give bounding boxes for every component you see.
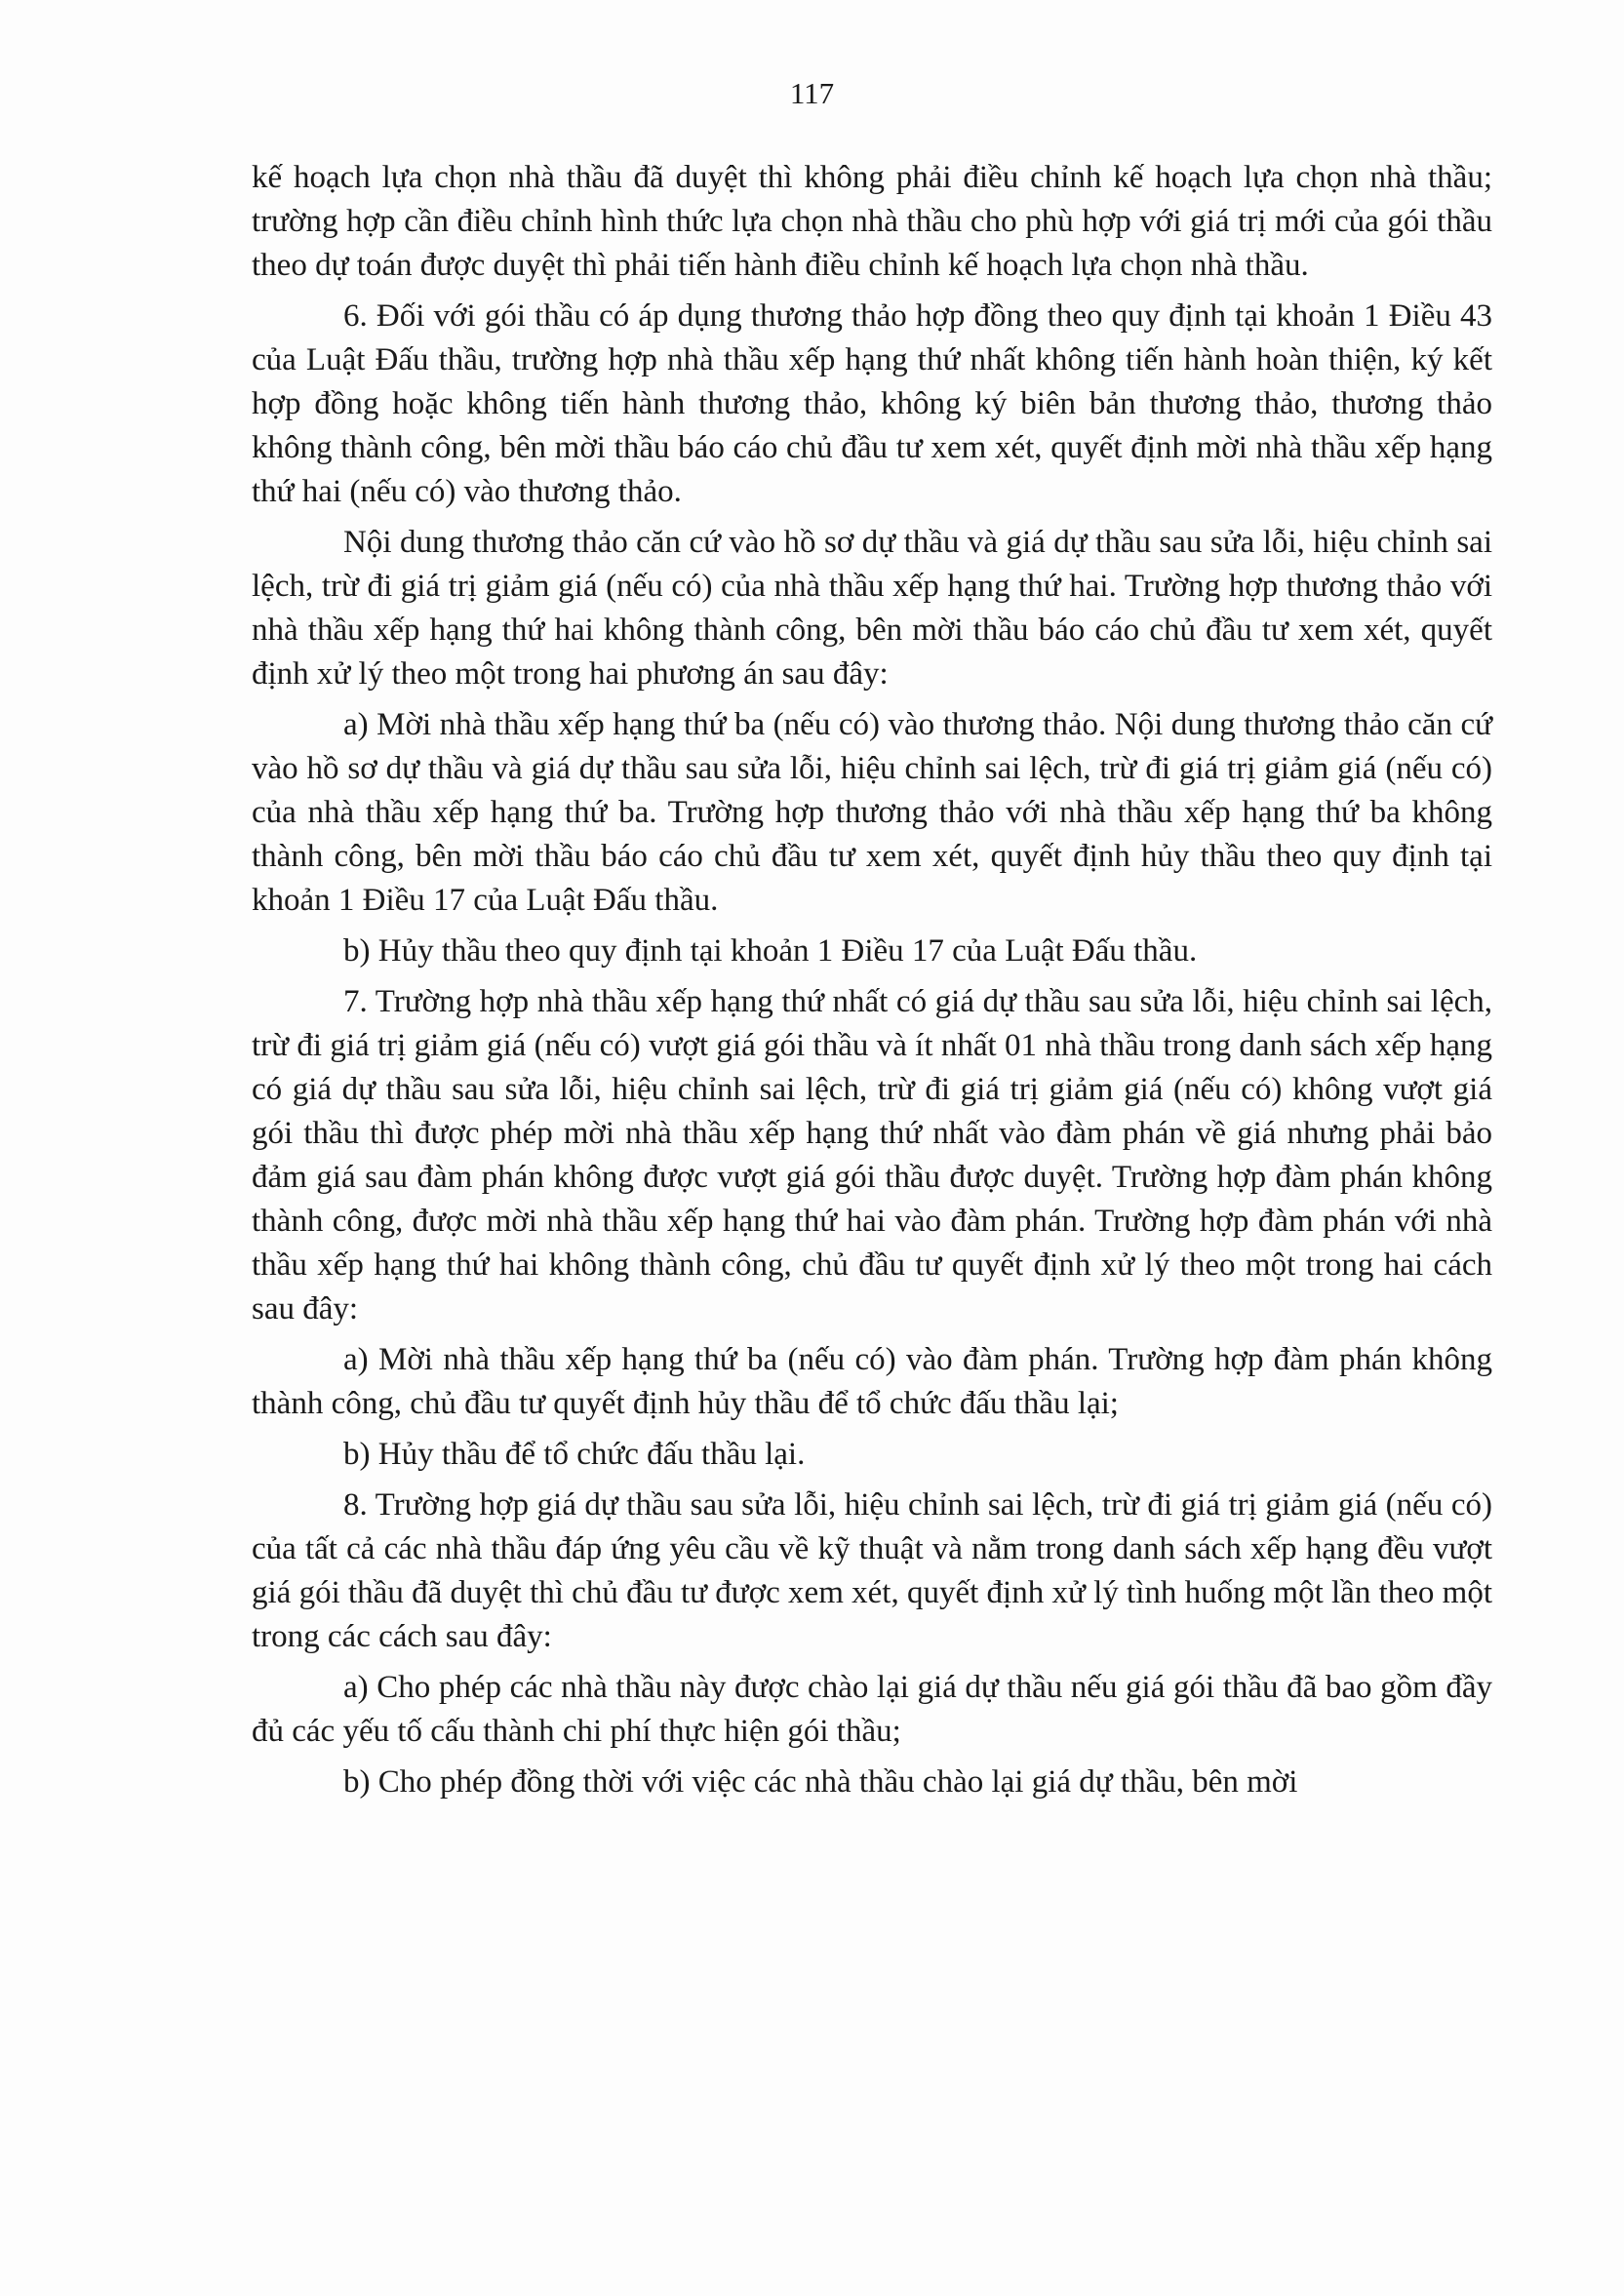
paragraph-clause-7: 7. Trường hợp nhà thầu xếp hạng thứ nhất có giá dự thầu sau sửa lỗi, hiệu chỉnh sai lệch, trừ đi giá trị giảm giá (nếu có) vượt giá gói thầu và ít nhất 01 nhà thầu trong danh sách xếp hạng có giá dự thầu sau sửa lỗi, hiệu chỉnh sai lệch, trừ đi giá trị giảm giá (nếu có) không vượt giá gói thầu thì được phép mời nhà thầu xếp hạng thứ nhất vào đàm phán về giá nhưng phải bảo đảm giá sau đàm phán không được vượt giá gói thầu được duyệt. Trường hợp đàm phán không thành công, được mời nhà thầu xếp hạng thứ hai vào đàm phán. Trường hợp đàm phán với nhà thầu xếp hạng thứ hai không thành công, chủ đầu tư quyết định xử lý theo một trong hai cách sau đây: bbox=[252, 984, 1492, 1326]
paragraph-option-b-cancel: b) Hủy thầu theo quy định tại khoản 1 Điều 17 của Luật Đấu thầu. bbox=[343, 933, 1198, 969]
paragraph-negotiation-content: Nội dung thương thảo căn cứ vào hồ sơ dự thầu và giá dự thầu sau sửa lỗi, hiệu chỉnh sai lệch, trừ đi giá trị giảm giá (nếu có) của nhà thầu xếp hạng thứ hai. Trường hợp thương thảo với nhà thầu xếp hạng thứ hai không thành công, bên mời thầu báo cáo chủ đầu tư xem xét, quyết định xử lý theo một trong hai phương án sau đây: bbox=[252, 525, 1492, 692]
paragraph-clause-7-option-a: a) Mời nhà thầu xếp hạng thứ ba (nếu có) vào đàm phán. Trường hợp đàm phán không thành công, chủ đầu tư quyết định hủy thầu để tổ chức đấu thầu lại; bbox=[252, 1342, 1492, 1421]
paragraph-clause-8-option-a: a) Cho phép các nhà thầu này được chào lại giá dự thầu nếu giá gói thầu đã bao gồm đầy đủ các yếu tố cấu thành chi phí thực hiện gói thầu; bbox=[252, 1670, 1492, 1749]
paragraph-continuation: kế hoạch lựa chọn nhà thầu đã duyệt thì không phải điều chỉnh kế hoạch lựa chọn nhà thầu; trường hợp cần điều chỉnh hình thức lựa chọn nhà thầu cho phù hợp với giá trị mới của gói thầu theo dự toán được duyệt thì phải tiến hành điều chỉnh kế hoạch lựa chọn nhà thầu. bbox=[252, 160, 1492, 283]
paragraph-option-a-third-bidder: a) Mời nhà thầu xếp hạng thứ ba (nếu có) vào thương thảo. Nội dung thương thảo căn cứ vào hồ sơ dự thầu và giá dự thầu sau sửa lỗi, hiệu chỉnh sai lệch, trừ đi giá trị giảm giá (nếu có) của nhà thầu xếp hạng thứ ba. Trường hợp thương thảo với nhà thầu xếp hạng thứ ba không thành công, bên mời thầu báo cáo chủ đầu tư xem xét, quyết định hủy thầu theo quy định tại khoản 1 Điều 17 của Luật Đấu thầu. bbox=[252, 707, 1492, 918]
paragraph-clause-6: 6. Đối với gói thầu có áp dụng thương thảo hợp đồng theo quy định tại khoản 1 Điều 43 của Luật Đấu thầu, trường hợp nhà thầu xếp hạng thứ nhất không tiến hành hoàn thiện, ký kết hợp đồng hoặc không tiến hành thương thảo, không ký biên bản thương thảo, thương thảo không thành công, bên mời thầu báo cáo chủ đầu tư xem xét, quyết định mời nhà thầu xếp hạng thứ hai (nếu có) vào thương thảo. bbox=[252, 298, 1492, 509]
document-body bbox=[252, 156, 1492, 1811]
page-number: 117 bbox=[789, 76, 835, 110]
paragraph-clause-7-option-b: b) Hủy thầu để tổ chức đấu thầu lại. bbox=[343, 1437, 806, 1472]
paragraph-clause-8-option-b: b) Cho phép đồng thời với việc các nhà thầu chào lại giá dự thầu, bên mời bbox=[343, 1764, 1298, 1800]
paragraph-clause-8: 8. Trường hợp giá dự thầu sau sửa lỗi, hiệu chỉnh sai lệch, trừ đi giá trị giảm giá (nếu có) của tất cả các nhà thầu đáp ứng yêu cầu về kỹ thuật và nằm trong danh sách xếp hạng đều vượt giá gói thầu đã duyệt thì chủ đầu tư được xem xét, quyết định xử lý tình huống một lần theo một trong các cách sau đây: bbox=[252, 1487, 1492, 1654]
